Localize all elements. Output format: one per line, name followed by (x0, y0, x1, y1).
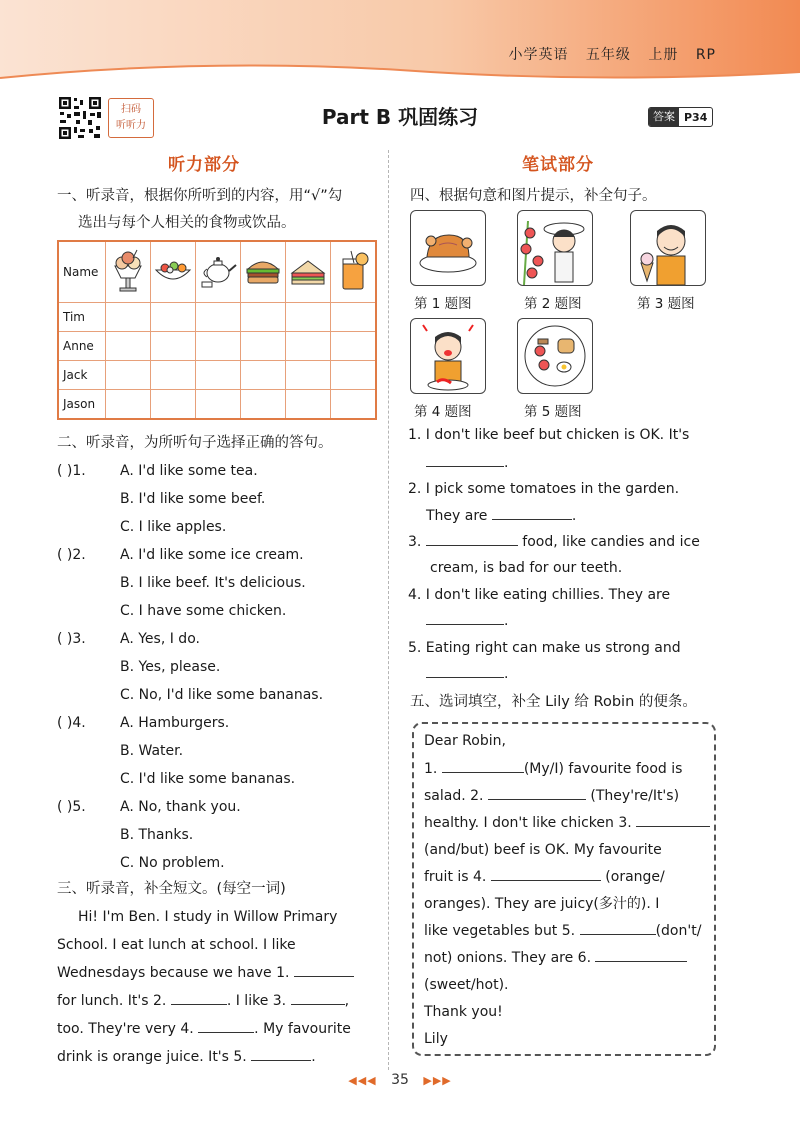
book-info (496, 44, 716, 64)
writing-heading: 笔试部分 (522, 155, 594, 175)
note-line8: not) onions. They are 6. (424, 948, 687, 968)
q2-number[interactable]: ( )2. (57, 547, 86, 563)
s3-line2: School. I eat lunch at school. I like (57, 937, 296, 953)
note-line7: like vegetables but 5. (don't/ (424, 923, 702, 939)
check-cell[interactable] (331, 361, 377, 390)
note-blank-1[interactable] (442, 772, 524, 773)
s4-q1-answer: . (426, 453, 508, 473)
check-cell[interactable] (241, 390, 286, 420)
q4-option-c[interactable]: C. I'd like some bananas. (120, 771, 296, 787)
s3-blank-3[interactable] (291, 1004, 345, 1005)
s4-blank-2[interactable] (492, 519, 572, 520)
note-blank-2[interactable] (488, 799, 586, 800)
left-arrows-icon: ◀◀◀ (348, 1074, 377, 1087)
s4-q2: 2. I pick some tomatoes in the garden. (408, 481, 680, 497)
s3-line5: too. They're very 4. . My favourite (57, 1021, 351, 1037)
q2-option-a[interactable]: A. I'd like some ice cream. (120, 547, 304, 563)
note-line9: (sweet/hot). (424, 977, 509, 993)
s3-blank-1[interactable] (294, 976, 354, 977)
q5-option-a[interactable]: A. No, thank you. (120, 799, 241, 815)
s3-line4: for lunch. It's 2. . I like 3. , (57, 993, 350, 1009)
q3-number[interactable]: ( )3. (57, 631, 86, 647)
s4-q4-answer: . (426, 611, 508, 631)
s4-q5: 5. Eating right can make us strong and (408, 640, 681, 656)
salad-icon (151, 241, 196, 303)
note-line3: healthy. I don't like chicken 3. (424, 813, 710, 833)
note-blank-6[interactable] (595, 961, 687, 962)
s4-q3: 3. food, like candies and ice (408, 534, 700, 550)
s4-blank-3[interactable] (426, 545, 518, 546)
teapot-icon (196, 241, 241, 303)
page-title: Part B 巩固练习 (321, 105, 479, 129)
s4-blank-1[interactable] (426, 466, 504, 467)
check-cell[interactable] (331, 332, 377, 361)
check-cell[interactable] (151, 303, 196, 332)
picture-5-breakfast-plate (517, 318, 593, 394)
s3-title: 三、听录音，补全短文。(每空一词) (57, 881, 286, 897)
picture-3-boy-ice-cream (630, 210, 706, 286)
q2-option-b[interactable]: B. I like beef. It's delicious. (120, 575, 306, 591)
grade: 五年级 (585, 47, 631, 63)
note-blank-5[interactable] (580, 934, 656, 935)
q3-option-b[interactable]: B. Yes, please. (120, 659, 221, 675)
check-cell[interactable] (106, 303, 151, 332)
page-footer (0, 1072, 800, 1088)
s3-line1: Hi! I'm Ben. I study in Willow Primary (78, 909, 338, 925)
q5-option-b[interactable]: B. Thanks. (120, 827, 194, 843)
check-cell[interactable] (151, 332, 196, 361)
check-cell[interactable] (106, 361, 151, 390)
answer-page: P34 (684, 110, 708, 124)
s1-title-line1: 一、听录音，根据你所听到的内容，用“√”勾 (57, 188, 343, 204)
caption-5: 第 5 题图 (524, 404, 582, 420)
q2-option-c[interactable]: C. I have some chicken. (120, 603, 287, 619)
s4-q4: 4. I don't like eating chillies. They are (408, 587, 671, 603)
caption-3: 第 3 题图 (637, 296, 695, 312)
note-line4: (and/but) beef is OK. My favourite (424, 842, 662, 858)
picture-1-roast-chicken (410, 210, 486, 286)
caption-2: 第 2 题图 (524, 296, 582, 312)
picture-2-girl-tomatoes (517, 210, 593, 286)
check-cell[interactable] (196, 303, 241, 332)
check-cell[interactable] (286, 303, 331, 332)
note-line6: oranges). They are juicy(多汁的). I (424, 896, 660, 912)
check-cell[interactable] (286, 332, 331, 361)
check-cell[interactable] (151, 390, 196, 420)
caption-4: 第 4 题图 (414, 404, 472, 420)
s3-blank-5[interactable] (251, 1060, 311, 1061)
sandwich-icon (286, 241, 331, 303)
note-line1: 1. (My/I) favourite food is (424, 761, 683, 777)
q1-option-c[interactable]: C. I like apples. (120, 519, 227, 535)
s4-q2-answer: They are . (426, 508, 577, 524)
s3-blank-2[interactable] (171, 1004, 227, 1005)
s4-blank-4[interactable] (426, 624, 504, 625)
s4-title: 四、根据句意和图片提示，补全句子。 (410, 188, 657, 204)
check-cell[interactable] (196, 361, 241, 390)
edition: RP (695, 47, 716, 63)
note-line2: salad. 2. (They're/It's) (424, 788, 680, 804)
check-cell[interactable] (286, 361, 331, 390)
q4-number[interactable]: ( )4. (57, 715, 86, 731)
row-name-tim: Tim (58, 303, 106, 332)
answer-badge[interactable] (648, 107, 713, 127)
page-number: 35 (391, 1072, 409, 1088)
volume: 上册 (648, 47, 679, 63)
row-name-jack: Jack (58, 361, 106, 390)
note-blank-3[interactable] (636, 826, 710, 827)
right-arrows-icon: ▶▶▶ (423, 1074, 452, 1087)
check-cell[interactable] (106, 390, 151, 420)
s4-blank-5[interactable] (426, 677, 504, 678)
caption-1: 第 1 题图 (414, 296, 472, 312)
subject: 小学英语 (508, 47, 569, 63)
note-thanks: Thank you! (424, 1004, 503, 1020)
s2-title: 二、听录音，为所听句子选择正确的答句。 (57, 435, 333, 451)
check-cell[interactable] (331, 303, 377, 332)
s3-line3: Wednesdays because we have 1. (57, 963, 354, 983)
q1-option-a[interactable]: A. I'd like some tea. (120, 463, 258, 479)
s4-q5-answer: . (426, 664, 508, 684)
q5-number[interactable]: ( )5. (57, 799, 86, 815)
orange-juice-icon (331, 241, 377, 303)
q3-option-c[interactable]: C. No, I'd like some bananas. (120, 687, 324, 703)
row-name-jason: Jason (58, 390, 106, 420)
note-signature: Lily (424, 1031, 448, 1047)
answer-label: 答案 (649, 108, 679, 126)
q4-option-a[interactable]: A. Hamburgers. (120, 715, 230, 731)
column-divider (388, 150, 389, 1070)
hamburger-icon (241, 241, 286, 303)
table-header-name: Name (58, 241, 106, 303)
check-cell[interactable] (196, 390, 241, 420)
check-cell[interactable] (241, 303, 286, 332)
check-cell[interactable] (196, 332, 241, 361)
check-cell[interactable] (106, 332, 151, 361)
s4-q1: 1. I don't like beef but chicken is OK. It's (408, 427, 690, 443)
note-blank-4[interactable] (491, 880, 601, 881)
scan-listen-label: 扫码 听听力 (108, 98, 154, 138)
check-cell[interactable] (331, 390, 377, 420)
check-cell[interactable] (286, 390, 331, 420)
q1-number[interactable]: ( )1. (57, 463, 86, 479)
s5-title: 五、选词填空，补全 Lily 给 Robin 的便条。 (410, 694, 697, 710)
ice-cream-icon (106, 241, 151, 303)
row-name-anne: Anne (58, 332, 106, 361)
check-cell[interactable] (241, 361, 286, 390)
q5-option-c[interactable]: C. No problem. (120, 855, 225, 871)
check-cell[interactable] (241, 332, 286, 361)
q3-option-a[interactable]: A. Yes, I do. (120, 631, 200, 647)
q4-option-b[interactable]: B. Water. (120, 743, 184, 759)
s4-q3-line2: cream, is bad for our teeth. (430, 560, 623, 576)
picture-4-boy-chillies (410, 318, 486, 394)
listening-heading: 听力部分 (168, 155, 240, 175)
s3-line6: drink is orange juice. It's 5. . (57, 1049, 316, 1065)
food-check-table (57, 240, 377, 420)
q1-option-b[interactable]: B. I'd like some beef. (120, 491, 266, 507)
s3-blank-4[interactable] (198, 1032, 254, 1033)
note-line5: fruit is 4. (orange/ (424, 869, 665, 885)
note-greeting: Dear Robin, (424, 733, 506, 749)
check-cell[interactable] (151, 361, 196, 390)
s1-title-line2: 选出与每个人相关的食物或饮品。 (78, 215, 296, 231)
